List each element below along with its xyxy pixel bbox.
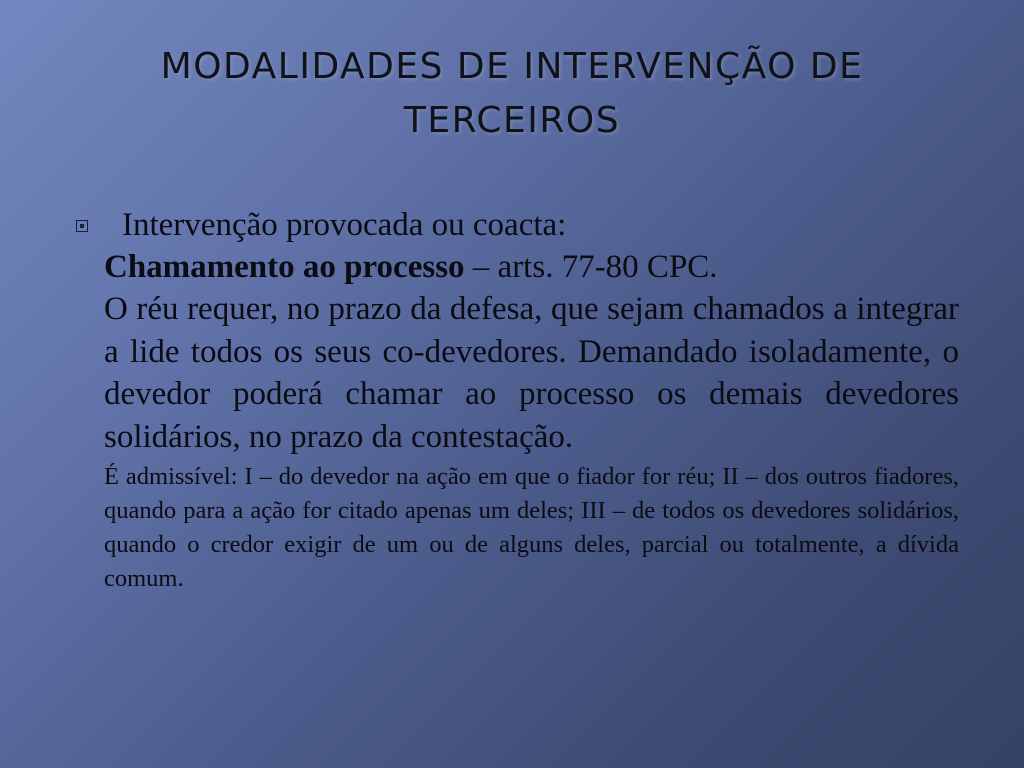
- slide-title-line-1: MODALIDADES DE INTERVENÇÃO DE: [160, 46, 864, 87]
- slide-title-line-2: TERCEIROS: [403, 100, 621, 141]
- subtitle-line: [104, 246, 959, 288]
- subtitle-rest: – arts. 77-80 CPC.: [464, 249, 718, 285]
- slide-body: [104, 204, 959, 596]
- slide-title: [0, 40, 1024, 148]
- bullet-text: Intervenção provocada ou coacta:: [122, 207, 567, 243]
- paragraph-2: É admissível: I – do devedor na ação em que o fiador for réu; II – dos outros fiadores, quando para a ação for citado apenas um deles; III – de todos os devedores solidários, quando o credor exigir de um ou de alguns deles, parcial ou totalmente, a dívida comum.: [104, 463, 959, 592]
- subtitle-bold: Chamamento ao processo: [104, 249, 465, 285]
- bullet-item: [104, 204, 959, 246]
- paragraph-1: O réu requer, no prazo da defesa, que sejam chamados a integrar a lide todos os seus co-devedores. Demandado isoladamente, o devedor poderá chamar ao processo os demais devedores solidários, no prazo da contestação.: [104, 291, 959, 455]
- square-bullet-icon: [76, 220, 88, 232]
